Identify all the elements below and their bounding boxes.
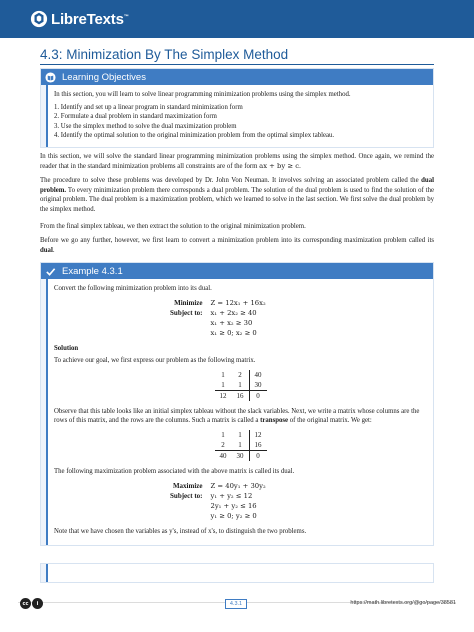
matrix-row: 1 2 40 — [215, 370, 267, 380]
example-box — [40, 262, 434, 546]
constraint: x₁ + x₂ ≥ 30 — [210, 318, 253, 327]
page-number: 4.3.1 — [225, 599, 247, 609]
original-matrix — [215, 370, 267, 401]
objective-function: Z = 12x₁ + 16x₂ — [210, 298, 266, 307]
libretexts-logo[interactable] — [30, 10, 129, 28]
objectives-intro: In this section, you will learn to solve linear programming minimization problems using the simplex method. — [54, 91, 351, 98]
book-icon — [45, 72, 56, 83]
constraint: x₁ ≥ 0; x₂ ≥ 0 — [210, 328, 257, 337]
dual-text: The following maximization problem associated with the above matrix is called its dual. — [54, 467, 295, 475]
page-url[interactable]: https://math.libretexts.org/@go/page/38581 — [350, 600, 456, 606]
constraints-label: Subject to: — [170, 308, 203, 317]
example-body — [46, 279, 433, 545]
constraint: y₁ + y₂ ≤ 12 — [210, 491, 253, 500]
objective-label: Maximize — [172, 481, 203, 490]
example-intro: Convert the following minimization problem into its dual. — [54, 285, 212, 292]
checkmark-icon — [45, 266, 56, 277]
matrix-row: 1 1 30 — [215, 380, 267, 391]
matrix-row: 40 30 0 — [215, 450, 267, 461]
objective-item: 1. Identify and set up a linear program in standard minimization form — [54, 103, 243, 111]
constraint: y₁ ≥ 0; y₂ ≥ 0 — [210, 511, 257, 520]
note-text: Note that we have chosen the variables as y's, instead of x's, to distinguish the two problems. — [54, 527, 307, 535]
maximization-problem — [161, 481, 321, 521]
transpose-text: Observe that this table looks like an initial simplex tableau without the slack variables. Next, we write a matrix whose columns are the rows of this matrix, and the rows are the columns. Such a matrix is called a transpose of the original matrix. We get: — [54, 407, 420, 425]
matrix-row: 2 1 16 — [215, 440, 267, 451]
extract-paragraph: From the final simplex tableau, we then extract the solution to the original minimization problem. — [40, 223, 306, 230]
learning-objectives-box — [40, 68, 434, 148]
convert-paragraph: Before we go any further, however, we first learn to convert a minimization problem into its corresponding maximization problem called its dual. — [40, 237, 434, 254]
learning-objectives-title: Learning Objectives — [62, 71, 146, 83]
learning-objectives-body — [46, 85, 433, 147]
license-badge[interactable] — [20, 598, 44, 609]
constraint: 2y₁ + y₂ ≤ 16 — [210, 501, 257, 510]
dual-term: dual — [40, 246, 53, 254]
learning-objectives-header[interactable] — [41, 69, 433, 85]
constraints-label: Subject to: — [170, 491, 203, 500]
objective-item: 3. Use the simplex method to solve the dual maximization problem — [54, 122, 237, 130]
transpose-term: transpose — [260, 417, 289, 425]
constraint-form: ax + by ≥ c — [259, 161, 300, 170]
next-box — [40, 563, 434, 583]
next-box-body — [46, 564, 433, 582]
matrix-row: 1 1 12 — [215, 430, 267, 440]
transpose-matrix — [215, 430, 267, 461]
minimization-problem — [161, 298, 321, 338]
title-divider — [40, 64, 434, 65]
matrix-row: 12 16 0 — [215, 390, 267, 401]
objective-item: 2. Formulate a dual problem in standard maximization form — [54, 113, 217, 121]
solution-text: To achieve our goal, we first express our problem as the following matrix. — [54, 357, 256, 365]
dual-problem-term: dual problem. — [40, 177, 434, 194]
objective-label: Minimize — [174, 298, 203, 307]
logo-text: LibreTexts™ — [51, 10, 129, 28]
objective-item: 4. Identify the optimal solution to the original minimization problem from the optimal simplex tableau. — [54, 132, 335, 140]
dual-paragraph: The procedure to solve these problems was developed by Dr. John Von Neuman. It involves solving an associated problem called the dual problem. To every minimization problem there corresponds a dual problem. The solution of the dual problem is used to find the solution of the original problem. The dual problem is a maximization problem, which we learned to solve in the last section. We first solve the dual problem by the simplex method. — [40, 177, 434, 213]
attribution-icon: i — [32, 598, 43, 609]
example-header[interactable] — [41, 263, 433, 279]
libretexts-logo-icon — [30, 10, 48, 28]
example-title: Example 4.3.1 — [62, 265, 123, 277]
cc-icon: cc — [20, 598, 31, 609]
constraint: x₁ + 2x₂ ≥ 40 — [210, 308, 257, 317]
objective-function: Z = 40y₁ + 30y₂ — [210, 481, 266, 490]
page-title: 4.3: Minimization By The Simplex Method — [40, 47, 289, 62]
solution-label: Solution — [54, 344, 79, 352]
intro-paragraph: In this section, we will solve the standard linear programming minimization problems using the simplex method. Once again, we remind the reader that in the standard minimization problems all constraints are of the form ax + by ≥ c. — [40, 153, 434, 170]
objectives-list — [54, 103, 427, 141]
